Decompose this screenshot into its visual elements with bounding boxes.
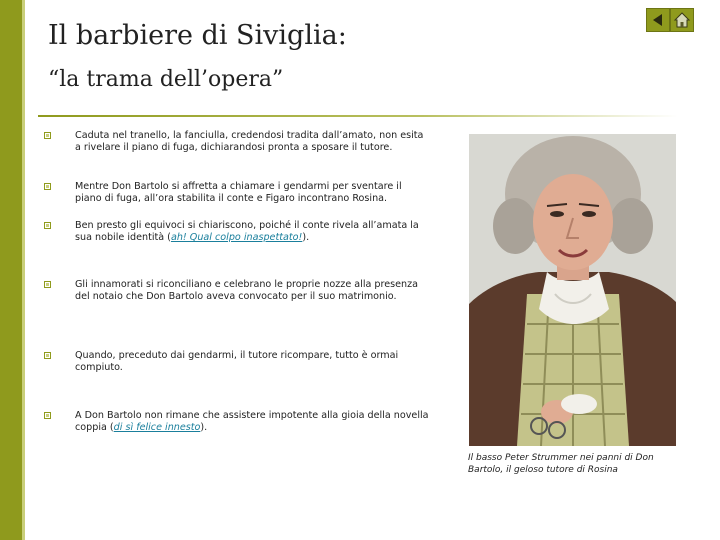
- singer-portrait-photo: [469, 134, 676, 446]
- aria-link[interactable]: ah! Qual colpo inaspettato!: [170, 232, 303, 243]
- bullet-text: [75, 410, 430, 434]
- bullet-text: Quando, preceduto dai gendarmi, il tutore ricompare, tutto è ormai compiuto.: [75, 350, 399, 373]
- bullet-text-after: ).: [302, 232, 310, 243]
- bullet-text: Mentre Don Bartolo si affretta a chiamare i gendarmi per sventare il piano di fuga, all’ora stabilita il conte e Figaro incontrano Rosina.: [75, 181, 402, 204]
- slide-title: Il barbiere di Siviglia:: [48, 20, 347, 51]
- bullet-text-before: A Don Bartolo non rimane che assistere impotente alla gioia della novella coppia (: [75, 410, 429, 433]
- home-button[interactable]: [670, 8, 694, 32]
- square-bullet-icon: [44, 281, 51, 288]
- navigation-buttons: [646, 8, 696, 32]
- portrait-illustration: [469, 134, 676, 446]
- square-bullet-icon: [44, 352, 51, 359]
- photo-caption: Il basso Peter Strummer nei panni di Don Bartolo, il geloso tutore di Rosina: [468, 453, 654, 475]
- left-accent-bar: [0, 0, 22, 540]
- triangle-left-icon: [650, 12, 666, 28]
- square-bullet-icon: [44, 412, 51, 419]
- slide-subtitle: “la trama dell’opera”: [48, 67, 284, 92]
- home-icon: [673, 11, 691, 29]
- square-bullet-icon: [44, 132, 51, 139]
- bullet-text-before: Ben presto gli equivoci si chiariscono, poiché il conte rivela all’amata la sua nobile identità (: [75, 220, 419, 243]
- bullet-text: [75, 220, 430, 244]
- back-button[interactable]: [646, 8, 670, 32]
- bullet-text: Gli innamorati si riconciliano e celebrano le proprie nozze alla presenza del notaio che Don Bartolo aveva convocato per il suo matrimonio.: [75, 279, 419, 302]
- square-bullet-icon: [44, 222, 51, 229]
- bullet-text: Caduta nel tranello, la fanciulla, credendosi tradita dall’amato, non esita a rivelare il piano di fuga, dichiarandosi pronta a sposare il tutore.: [75, 130, 424, 153]
- bullet-text-after: ).: [200, 422, 208, 433]
- square-bullet-icon: [44, 183, 51, 190]
- title-divider: [38, 115, 678, 117]
- left-accent-stripe: [22, 0, 25, 540]
- aria-link[interactable]: di sì felice innesto: [113, 422, 201, 433]
